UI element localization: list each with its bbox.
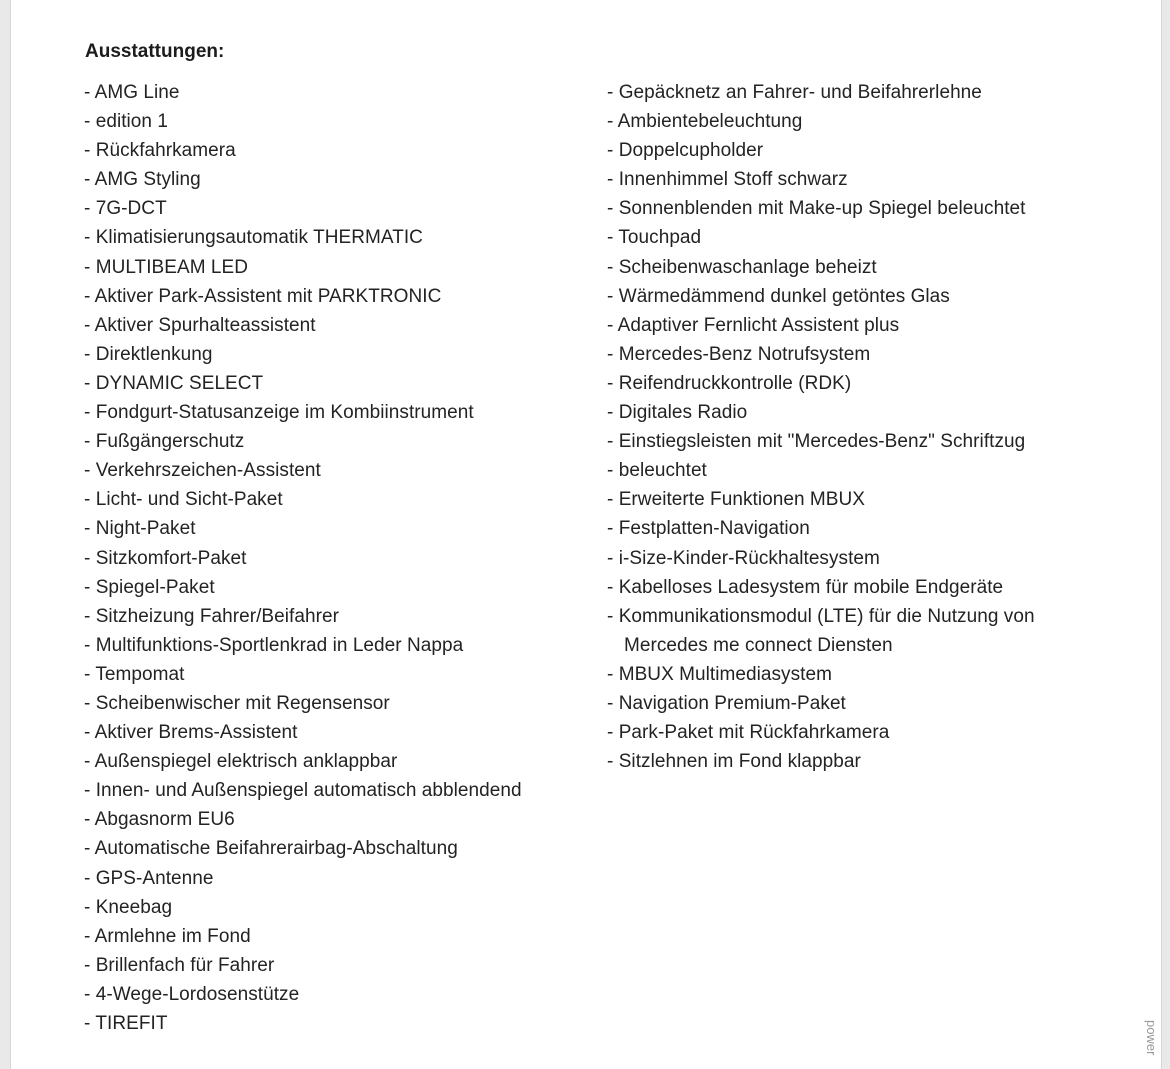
equipment-item: - Kneebag	[84, 896, 173, 918]
equipment-item: - 7G-DCT	[84, 198, 167, 220]
equipment-item: - Doppelcupholder	[607, 140, 764, 162]
equipment-item: - Abgasnorm EU6	[84, 809, 235, 831]
equipment-item: - Kommunikationsmodul (LTE) für die Nutzung von	[607, 605, 1035, 627]
watermark-text: power	[1144, 1020, 1159, 1056]
equipment-item: - Verkehrszeichen-Assistent	[84, 460, 321, 482]
equipment-item: - Ambientebeleuchtung	[607, 111, 803, 133]
equipment-item: - MBUX Multimediasystem	[607, 663, 832, 685]
equipment-item: - Spiegel-Paket	[84, 576, 215, 598]
equipment-item: - Sitzheizung Fahrer/Beifahrer	[84, 605, 339, 627]
equipment-item: - Automatische Beifahrerairbag-Abschaltung	[84, 838, 458, 860]
equipment-item: - Außenspiegel elektrisch anklappbar	[84, 751, 398, 773]
section-heading: Ausstattungen:	[85, 41, 225, 62]
equipment-item: - DYNAMIC SELECT	[84, 372, 264, 394]
equipment-item: - Park-Paket mit Rückfahrkamera	[607, 722, 890, 744]
equipment-item: - beleuchtet	[607, 460, 707, 482]
equipment-list-right	[607, 78, 1057, 776]
equipment-item: - Direktlenkung	[84, 343, 213, 365]
equipment-item: - Sonnenblenden mit Make-up Spiegel beleuchtet	[607, 198, 1026, 220]
equipment-item: - AMG Line	[84, 82, 180, 103]
equipment-item: - Sitzkomfort-Paket	[84, 547, 247, 569]
equipment-item: - Fondgurt-Statusanzeige im Kombiinstrument	[84, 402, 474, 424]
equipment-item: - MULTIBEAM LED	[84, 256, 249, 278]
equipment-item: - Licht- und Sicht-Paket	[84, 489, 283, 511]
equipment-item: - Touchpad	[607, 227, 702, 249]
equipment-item: - edition 1	[84, 111, 168, 133]
equipment-item: - Scheibenwischer mit Regensensor	[84, 692, 390, 714]
equipment-item: Mercedes me connect Diensten	[624, 634, 893, 656]
equipment-item: - Multifunktions-Sportlenkrad in Leder Nappa	[84, 634, 464, 656]
equipment-item: - TIREFIT	[84, 1013, 168, 1034]
equipment-item: - Mercedes-Benz Notrufsystem	[607, 343, 871, 365]
equipment-item: - Sitzlehnen im Fond klappbar	[607, 751, 861, 773]
equipment-item: - Klimatisierungsautomatik THERMATIC	[84, 227, 423, 249]
equipment-item: - Kabelloses Ladesystem für mobile Endgeräte	[607, 576, 1004, 598]
equipment-item: - Scheibenwaschanlage beheizt	[607, 256, 877, 278]
equipment-item: - Adaptiver Fernlicht Assistent plus	[607, 314, 900, 336]
equipment-item: - Innenhimmel Stoff schwarz	[607, 169, 848, 191]
equipment-item: - Night-Paket	[84, 518, 196, 540]
equipment-item: - Festplatten-Navigation	[607, 518, 810, 540]
equipment-item: - i-Size-Kinder-Rückhaltesystem	[607, 547, 880, 569]
equipment-item: - GPS-Antenne	[84, 867, 214, 889]
document-page	[10, 0, 1162, 1069]
equipment-item: - Gepäcknetz an Fahrer- und Beifahrerlehne	[607, 82, 982, 103]
equipment-item: - AMG Styling	[84, 169, 201, 191]
equipment-item: - Navigation Premium-Paket	[607, 692, 846, 714]
equipment-item: - Fußgängerschutz	[84, 431, 245, 453]
equipment-item: - Einstiegsleisten mit "Mercedes-Benz" Schriftzug	[607, 431, 1026, 453]
equipment-item: - Aktiver Brems-Assistent	[84, 722, 298, 744]
equipment-item: - Reifendruckkontrolle (RDK)	[607, 372, 852, 394]
equipment-item: - 4-Wege-Lordosenstütze	[84, 983, 300, 1005]
equipment-list-left	[84, 78, 584, 1038]
equipment-item: - Aktiver Park-Assistent mit PARKTRONIC	[84, 285, 442, 307]
equipment-item: - Digitales Radio	[607, 402, 748, 424]
equipment-item: - Wärmedämmend dunkel getöntes Glas	[607, 285, 950, 307]
equipment-item: - Armlehne im Fond	[84, 925, 251, 947]
equipment-item: - Tempomat	[84, 663, 185, 685]
equipment-item: - Aktiver Spurhalteassistent	[84, 314, 316, 336]
equipment-item: - Erweiterte Funktionen MBUX	[607, 489, 865, 511]
equipment-item: - Brillenfach für Fahrer	[84, 954, 275, 976]
equipment-item: - Rückfahrkamera	[84, 140, 236, 162]
equipment-item: - Innen- und Außenspiegel automatisch abblendend	[84, 780, 522, 802]
